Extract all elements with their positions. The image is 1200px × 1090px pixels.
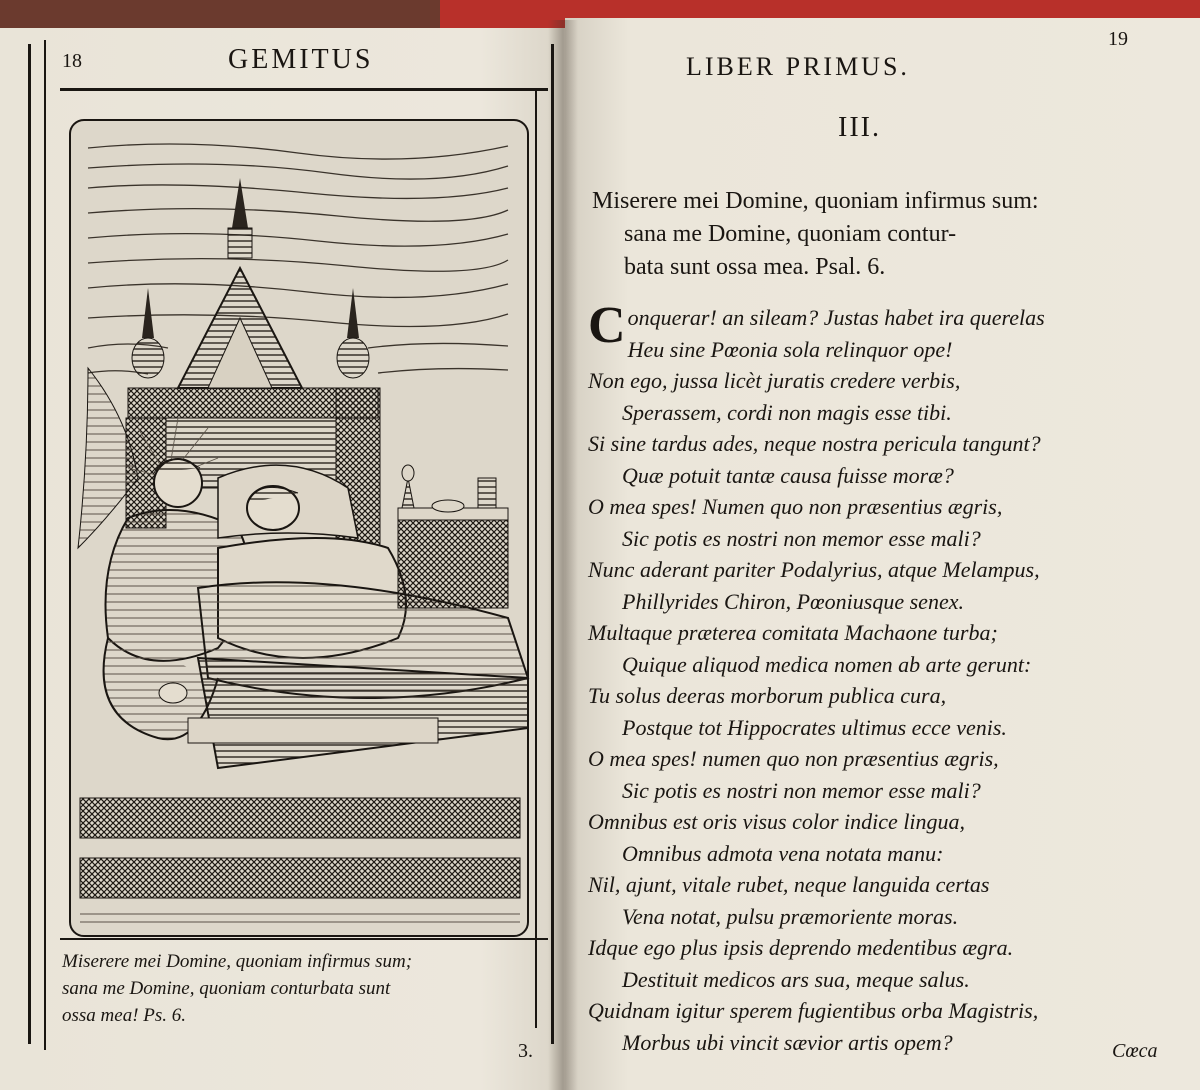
caption-line: sana me Domine, quoniam conturbata sunt (62, 978, 391, 999)
engraving-illustration (68, 118, 530, 938)
section-number: III. (838, 112, 881, 143)
psalm-verse (592, 185, 1112, 284)
signature-mark: 3. (518, 1040, 533, 1062)
elegy-poem (588, 297, 1148, 1058)
poem-line: Morbus ubi vincit sævior artis opem? (622, 1029, 953, 1055)
poem-line: Vena notat, pulsu præmoriente moras. (622, 903, 959, 929)
poem-line: O mea spes! numen quo non præsentius ægris, (588, 746, 999, 771)
poem-line: Multaque præterea comitata Machaone turba; (588, 620, 998, 645)
poem-line: Nil, ajunt, vitale rubet, neque languida certas (588, 872, 990, 897)
poem-line: Nunc aderant pariter Podalyrius, atque Melampus, (588, 557, 1040, 582)
poem-line: Destituit medicos ars sua, meque salus. (622, 966, 970, 992)
floor-steps (80, 798, 520, 928)
poem-line: Quique aliquod medica nomen ab arte gerunt: (622, 651, 1032, 677)
poem-line: Heu sine Pœonia sola relinquor ope! (627, 336, 953, 362)
verse-line: bata sunt ossa mea. Psal. 6. (624, 254, 886, 280)
poem-line: O mea spes! Numen quo non præsentius ægris, (588, 494, 1003, 519)
catchword: Cœca (1112, 1040, 1158, 1062)
drop-cap: C (588, 297, 626, 354)
poem-line: Idque ego plus ipsis deprendo medentibus ægra. (588, 935, 1014, 960)
poem-line: Sperassem, cordi non magis esse tibi. (622, 399, 952, 425)
page-frame-inner-left (44, 40, 46, 1050)
caption-rule (60, 938, 548, 940)
poem-line: Si sine tardus ades, neque nostra pericula tangunt? (588, 431, 1041, 456)
poem-line: Quæ potuit tantæ causa fuisse moræ? (622, 462, 954, 488)
verse-line: sana me Domine, quoniam contur- (624, 221, 957, 247)
page-frame-top-rule (60, 88, 548, 91)
right-page-number: 19 (1108, 28, 1128, 50)
poem-line: Sic potis es nostri non memor esse mali? (622, 777, 981, 803)
caption-line: ossa mea! Ps. 6. (62, 1005, 187, 1026)
page-frame-inner-right (535, 88, 537, 1028)
poem-line: Omnibus admota vena notata manu: (622, 840, 944, 866)
poem-line: Sic potis es nostri non memor esse mali? (622, 525, 981, 551)
verse-line: Miserere mei Domine, quoniam infirmus sum: (592, 188, 1039, 214)
poem-line: Omnibus est oris visus color indice lingua, (588, 809, 966, 834)
poem-line: Non ego, jussa licèt juratis credere verbis, (588, 368, 961, 393)
left-running-head: GEMITUS (228, 44, 374, 75)
right-running-head: LIBER PRIMUS. (686, 52, 910, 81)
poem-line: Phillyrides Chiron, Pœoniusque senex. (622, 588, 964, 614)
caption-line: Miserere mei Domine, quoniam infirmus sum; (62, 951, 413, 972)
left-page-number: 18 (62, 50, 82, 72)
poem-line: onquerar! an sileam? Justas habet ira querelas (627, 305, 1045, 330)
poem-line: Postque tot Hippocrates ultimus ecce venis. (622, 714, 1007, 740)
poem-line: Quidnam igitur sperem fugientibus orba Magistris, (588, 998, 1039, 1023)
engraving-caption (62, 948, 542, 1029)
poem-line: Tu solus deeras morborum publica cura, (588, 683, 947, 708)
